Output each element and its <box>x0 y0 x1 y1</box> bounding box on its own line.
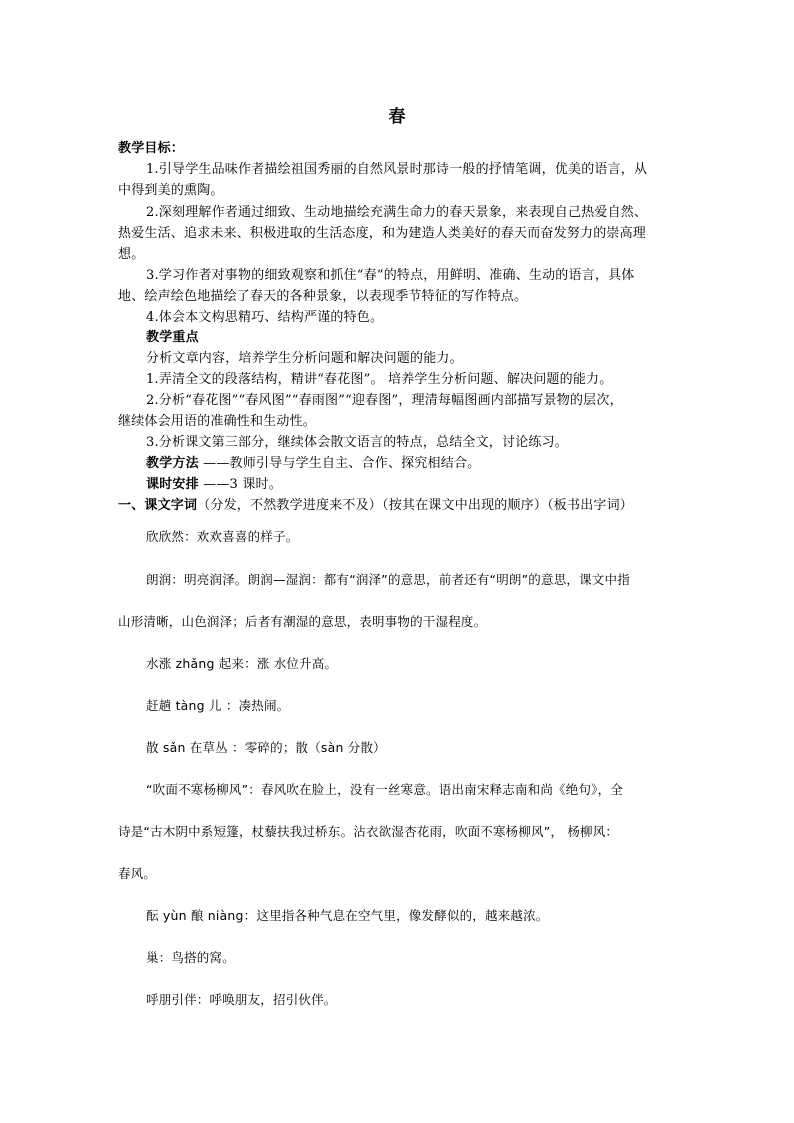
vocab-9: 呼朋引伴：呼唤朋友，招引伙伴。 <box>146 992 337 1007</box>
section1-text: （分发，不然教学进度来不及）（按其在课文中出现的顺序）（板书出字词） <box>197 498 634 513</box>
goal-2-line-2: 热爱生活、追求未来、积极进取的生活态度，和为建造人类美好的春天而奋发努力的崇高理 <box>118 226 647 241</box>
vocab-1: 欣欣然：欢欢喜喜的样子。 <box>146 529 299 544</box>
vocab-5: 散 sǎn 在草丛 ：零碎的；散（sàn 分散） <box>146 740 386 755</box>
vocab-7: 酝 yùn 酿 niàng：这里指各种气息在空气里，像发酵似的，越来越浓。 <box>146 908 549 923</box>
focus-1: 1.弄清全文的段落结构，精讲“春花图”。 培养学生分析问题、解决问题的能力。 <box>146 372 613 387</box>
schedule-label: 课时安排 <box>146 477 199 492</box>
vocab-6-line-1: “吹面不寒杨柳风”：春风吹在脸上，没有一丝寒意。语出南宋释志南和尚《绝句》，全 <box>146 782 624 797</box>
vocab-8: 巢：鸟搭的窝。 <box>146 950 235 965</box>
schedule-text: ——3 课时。 <box>198 477 282 492</box>
goal-1-line-2: 中得到美的熏陶。 <box>118 183 224 198</box>
goal-1-line-1: 1.引导学生品味作者描绘祖国秀丽的自然风景时那诗一般的抒情笔调，优美的语言，从 <box>146 162 648 177</box>
schedule-line <box>146 474 678 495</box>
goal-2-line-3: 想。 <box>118 247 145 262</box>
focus-intro: 分析文章内容，培养学生分析问题和解决问题的能力。 <box>146 351 463 366</box>
vocab-6-line-2: 诗是“古木阴中系短篷，杖藜扶我过桥东。沾衣欲湿杏花雨，吹面不寒杨柳风”， 杨柳风： <box>118 824 619 839</box>
focus-2-line-1: 2.分析“春花图”“春风图”“春雨图”“迎春图”，理清每幅图画内部描写景物的层次， <box>146 393 623 408</box>
page-title: 春 <box>388 107 406 127</box>
method-text: ——教师引导与学生自主、合作、探究相结合。 <box>198 456 481 471</box>
method-line <box>146 453 678 474</box>
focus-3: 3.分析课文第三部分，继续体会散文语言的特点，总结全文，讨论练习。 <box>146 435 569 450</box>
section1-line <box>118 495 678 516</box>
method-label: 教学方法 <box>146 456 199 471</box>
goal-3-line-1: 3.学习作者对事物的细致观察和抓住“春”的特点，用鲜明、准确、生动的语言，具体 <box>146 268 635 283</box>
focus-2-line-2: 继续体会用语的准确性和生动性。 <box>118 414 317 429</box>
vocab-2-line-2: 山形清晰，山色润泽；后者有潮湿的意思，表明事物的干湿程度。 <box>118 614 487 629</box>
vocab-2-line-1: 朗润：明亮润泽。朗润—湿润：都有“润泽”的意思，前者还有“明朗”的意思，课文中指 <box>146 572 630 587</box>
section1-heading: 一、课文字词 <box>118 498 198 513</box>
vocab-3: 水涨 zhǎng 起来：涨 水位升高。 <box>146 656 338 671</box>
vocab-6-line-3: 春风。 <box>118 866 157 881</box>
goal-2-line-1: 2.深刻理解作者通过细致、生动地描绘充满生命力的春天景象，来表现自己热爱自然、 <box>146 205 648 220</box>
goal-3-line-2: 地、绘声绘色地描绘了春天的各种景象，以表现季节特征的写作特点。 <box>118 289 528 304</box>
goals-heading: 教学目标： <box>118 141 185 156</box>
vocab-4: 赶趟 tàng 儿 ：凑热闹。 <box>146 698 290 713</box>
goal-4: 4.体会本文构思精巧、结构严谨的特色。 <box>146 310 384 325</box>
focus-heading: 教学重点 <box>146 330 199 345</box>
